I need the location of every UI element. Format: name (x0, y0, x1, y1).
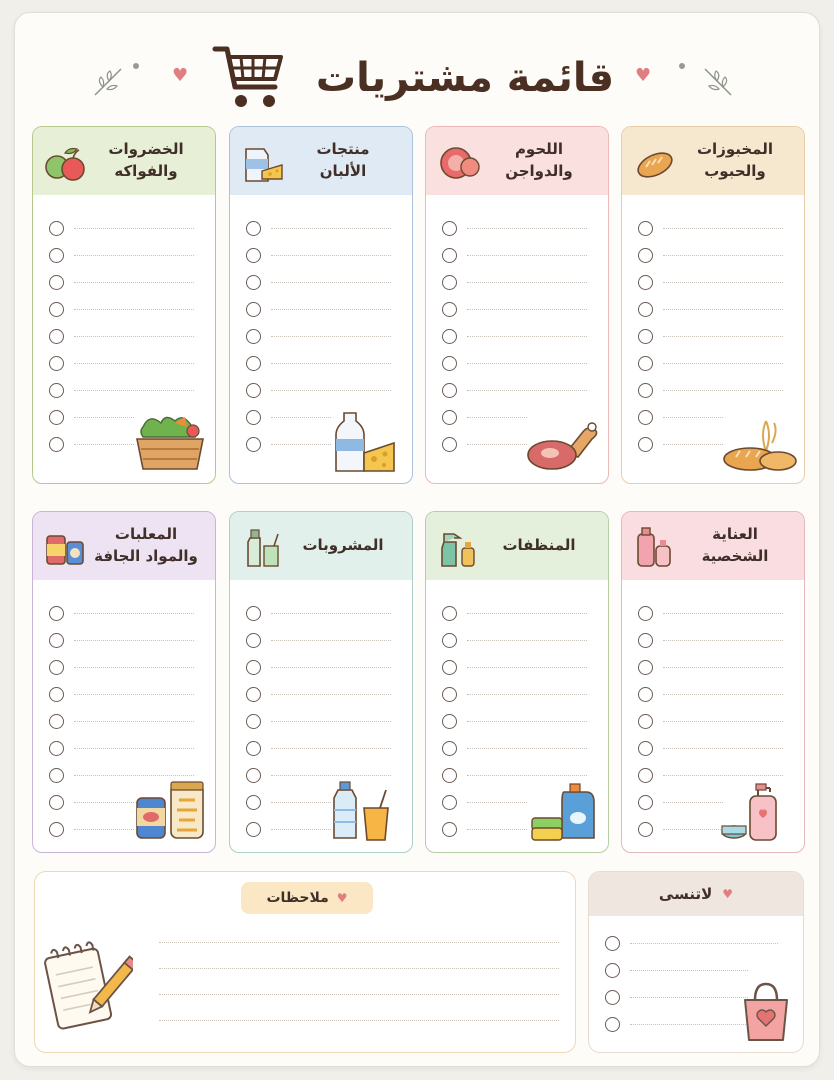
note-line[interactable] (159, 1020, 559, 1021)
checklist-row (638, 269, 804, 296)
checkbox[interactable] (442, 768, 457, 783)
checklist-row (246, 350, 412, 377)
item-line[interactable] (74, 775, 194, 776)
checkbox[interactable] (442, 383, 457, 398)
item-line[interactable] (74, 309, 194, 310)
lotion-bottles-icon (632, 524, 678, 570)
checklist-row (49, 627, 215, 654)
checkbox[interactable] (638, 822, 653, 837)
checkbox[interactable] (246, 275, 261, 290)
item-line[interactable] (663, 363, 783, 364)
note-line[interactable] (159, 968, 559, 969)
checklist-row (49, 323, 215, 350)
category-title: منتجات الألبان (316, 140, 370, 180)
notes-section (34, 871, 576, 1053)
item-line[interactable] (663, 417, 723, 418)
checkbox[interactable] (246, 687, 261, 702)
checkbox[interactable] (442, 410, 457, 425)
item-line[interactable] (467, 829, 527, 830)
checklist-row (49, 735, 215, 762)
item-line[interactable] (271, 390, 391, 391)
checklist-row (246, 296, 412, 323)
checkbox[interactable] (49, 660, 64, 675)
leaf-sprig-icon (91, 65, 125, 99)
checklist-row (638, 350, 804, 377)
checkbox[interactable] (49, 356, 64, 371)
item-line[interactable] (74, 255, 194, 256)
notes-title: ملاحظات (266, 890, 329, 906)
category-header (230, 127, 412, 195)
checkbox[interactable] (442, 248, 457, 263)
checkbox[interactable] (49, 221, 64, 236)
checklist-row (49, 350, 215, 377)
checkbox[interactable] (638, 410, 653, 425)
dot-decoration (679, 63, 685, 69)
item-line[interactable] (467, 255, 587, 256)
checklist-row (638, 627, 804, 654)
checkbox[interactable] (638, 437, 653, 452)
heart-icon: ♥ (336, 891, 348, 905)
checkbox[interactable] (49, 410, 64, 425)
checkbox[interactable] (49, 741, 64, 756)
item-line[interactable] (467, 336, 587, 337)
shopping-list-sheet (14, 12, 820, 1067)
item-line[interactable] (467, 802, 527, 803)
checklist-row (246, 242, 412, 269)
category-card-dairy (229, 126, 413, 484)
checklist-row (442, 708, 608, 735)
category-card-drinks (229, 511, 413, 853)
checkbox[interactable] (638, 383, 653, 398)
item-line[interactable] (74, 829, 134, 830)
pump-bottle-icon (720, 778, 798, 844)
item-line[interactable] (663, 775, 783, 776)
checkbox[interactable] (246, 248, 261, 263)
ham-icon (436, 139, 482, 185)
spray-bottle-icon (436, 524, 482, 570)
checkbox[interactable] (246, 660, 261, 675)
checkbox[interactable] (442, 606, 457, 621)
item-line[interactable] (74, 444, 134, 445)
checkbox[interactable] (605, 963, 620, 978)
checkbox[interactable] (638, 221, 653, 236)
checkbox[interactable] (638, 329, 653, 344)
checkbox[interactable] (246, 356, 261, 371)
item-line[interactable] (663, 444, 723, 445)
checklist-row (49, 654, 215, 681)
cans-icon (43, 524, 89, 570)
item-line[interactable] (663, 748, 783, 749)
item-line[interactable] (663, 721, 783, 722)
checkbox[interactable] (49, 275, 64, 290)
checklist-row (638, 681, 804, 708)
item-line[interactable] (467, 775, 587, 776)
checkbox[interactable] (246, 329, 261, 344)
item-line[interactable] (467, 228, 587, 229)
item-line[interactable] (467, 309, 587, 310)
checklist-row (638, 377, 804, 404)
apple-icon (43, 139, 89, 185)
checklist-row (246, 377, 412, 404)
checkbox[interactable] (442, 687, 457, 702)
item-line[interactable] (663, 309, 783, 310)
item-line[interactable] (663, 613, 783, 614)
item-line[interactable] (271, 336, 391, 337)
category-header (426, 127, 608, 195)
category-title: المخبوزات والحبوب (696, 140, 774, 180)
item-line[interactable] (74, 694, 194, 695)
checklist-row (638, 242, 804, 269)
item-line[interactable] (630, 997, 748, 998)
category-title: اللحوم والدواجن (505, 140, 573, 180)
checkbox[interactable] (49, 437, 64, 452)
checkbox[interactable] (442, 221, 457, 236)
item-line[interactable] (663, 255, 783, 256)
note-line[interactable] (159, 942, 559, 943)
item-line[interactable] (467, 640, 587, 641)
item-line[interactable] (467, 667, 587, 668)
checklist-row (49, 215, 215, 242)
item-line[interactable] (663, 640, 783, 641)
checklist-row (246, 600, 412, 627)
checklist-row (442, 600, 608, 627)
remember-title: لاتنسى (658, 885, 713, 903)
checklist-row (442, 323, 608, 350)
heart-icon: ♥ (722, 887, 734, 901)
checklist-row (49, 269, 215, 296)
checklist-row (246, 735, 412, 762)
category-header (33, 127, 215, 195)
category-header (426, 512, 608, 580)
checklist-row (442, 269, 608, 296)
item-line[interactable] (74, 417, 134, 418)
item-line[interactable] (271, 829, 331, 830)
checklist-row (246, 627, 412, 654)
bread-loaves-icon (720, 409, 798, 475)
checklist-row (442, 681, 608, 708)
header (15, 13, 819, 123)
item-line[interactable] (663, 282, 783, 283)
steak-drumstick-icon (524, 409, 602, 475)
item-line[interactable] (467, 748, 587, 749)
checkbox[interactable] (246, 714, 261, 729)
item-line[interactable] (271, 444, 331, 445)
checkbox[interactable] (638, 275, 653, 290)
checkbox[interactable] (246, 741, 261, 756)
item-line[interactable] (271, 667, 391, 668)
item-line[interactable] (271, 228, 391, 229)
item-line[interactable] (630, 970, 748, 971)
category-header (33, 512, 215, 580)
category-title: الخضروات والفواكه (108, 140, 184, 180)
item-line[interactable] (74, 802, 134, 803)
note-line[interactable] (159, 994, 559, 995)
item-line[interactable] (74, 640, 194, 641)
checkbox[interactable] (605, 990, 620, 1005)
checkbox[interactable] (638, 741, 653, 756)
checkbox[interactable] (246, 633, 261, 648)
category-card-bakery (621, 126, 805, 484)
item-line[interactable] (630, 943, 778, 944)
bread-icon (632, 139, 678, 185)
checkbox[interactable] (49, 606, 64, 621)
checkbox[interactable] (442, 795, 457, 810)
checkbox[interactable] (246, 302, 261, 317)
checklist-row (49, 708, 215, 735)
checkbox[interactable] (638, 302, 653, 317)
checkbox[interactable] (246, 606, 261, 621)
checkbox[interactable] (49, 329, 64, 344)
checkbox[interactable] (638, 356, 653, 371)
checkbox[interactable] (442, 633, 457, 648)
checkbox[interactable] (246, 383, 261, 398)
checklist-row (442, 296, 608, 323)
category-card-canned (32, 511, 216, 853)
item-line[interactable] (467, 390, 587, 391)
item-line[interactable] (663, 667, 783, 668)
checklist-row (442, 350, 608, 377)
checkbox[interactable] (49, 248, 64, 263)
dot-decoration (133, 63, 139, 69)
checkbox[interactable] (442, 714, 457, 729)
item-line[interactable] (74, 667, 194, 668)
checklist-row (246, 269, 412, 296)
item-line[interactable] (271, 417, 331, 418)
item-line[interactable] (467, 613, 587, 614)
item-line[interactable] (271, 694, 391, 695)
checklist-row (605, 930, 803, 957)
category-card-cleaning (425, 511, 609, 853)
checklist-row (638, 296, 804, 323)
item-line[interactable] (271, 748, 391, 749)
checkbox[interactable] (49, 795, 64, 810)
category-card-meat (425, 126, 609, 484)
checklist-row (638, 735, 804, 762)
checkbox[interactable] (638, 687, 653, 702)
checklist-row (442, 654, 608, 681)
category-header (622, 512, 804, 580)
checklist-row (638, 654, 804, 681)
checkbox[interactable] (638, 606, 653, 621)
checkbox[interactable] (442, 329, 457, 344)
item-line[interactable] (74, 613, 194, 614)
item-line[interactable] (663, 829, 723, 830)
item-line[interactable] (74, 282, 194, 283)
category-title: المشروبات (302, 536, 384, 555)
checkbox[interactable] (442, 822, 457, 837)
item-line[interactable] (663, 228, 783, 229)
checkbox[interactable] (638, 795, 653, 810)
milk-cheese-icon (240, 139, 286, 185)
item-line[interactable] (467, 417, 527, 418)
page-title: قائمة مشتريات (315, 55, 615, 101)
checklist-row (638, 708, 804, 735)
category-header (230, 512, 412, 580)
checkbox[interactable] (49, 302, 64, 317)
can-jar-icon (131, 778, 209, 844)
checklist-row (638, 323, 804, 350)
item-line[interactable] (271, 721, 391, 722)
checklist-row (246, 215, 412, 242)
checkbox[interactable] (638, 660, 653, 675)
checklist-row (246, 654, 412, 681)
item-line[interactable] (74, 228, 194, 229)
checkbox[interactable] (246, 768, 261, 783)
item-line[interactable] (271, 613, 391, 614)
checkbox[interactable] (49, 714, 64, 729)
checklist-row (246, 323, 412, 350)
item-line[interactable] (74, 748, 194, 749)
checkbox[interactable] (442, 275, 457, 290)
checkbox[interactable] (605, 1017, 620, 1032)
milk-bottle-cheese-icon (328, 409, 406, 475)
checkbox[interactable] (246, 795, 261, 810)
checkbox[interactable] (49, 383, 64, 398)
checkbox[interactable] (442, 302, 457, 317)
checklist-row (49, 681, 215, 708)
remember-section (588, 871, 804, 1053)
water-juice-icon (328, 778, 406, 844)
item-line[interactable] (467, 363, 587, 364)
item-line[interactable] (271, 255, 391, 256)
category-header (622, 127, 804, 195)
checklist-row (49, 296, 215, 323)
category-card-personal-care (621, 511, 805, 853)
checklist-row (442, 735, 608, 762)
checkbox[interactable] (49, 822, 64, 837)
checkbox[interactable] (442, 356, 457, 371)
checkbox[interactable] (49, 633, 64, 648)
item-line[interactable] (271, 282, 391, 283)
heart-icon: ♥ (635, 65, 652, 86)
checkbox[interactable] (605, 936, 620, 951)
checkbox[interactable] (246, 437, 261, 452)
checklist-row (49, 600, 215, 627)
drink-bottle-icon (240, 524, 286, 570)
checkbox[interactable] (442, 437, 457, 452)
checkbox[interactable] (49, 687, 64, 702)
item-line[interactable] (74, 390, 194, 391)
item-line[interactable] (271, 640, 391, 641)
item-line[interactable] (467, 282, 587, 283)
detergent-sponge-icon (524, 778, 602, 844)
item-line[interactable] (467, 721, 587, 722)
item-line[interactable] (271, 775, 391, 776)
item-line[interactable] (74, 363, 194, 364)
checklist-row (442, 377, 608, 404)
item-line[interactable] (663, 336, 783, 337)
category-card-produce (32, 126, 216, 484)
checklist-row (49, 377, 215, 404)
checklist-row (442, 627, 608, 654)
checklist-row (246, 681, 412, 708)
checklist-row (442, 215, 608, 242)
notepad-pencil-icon (41, 938, 133, 1034)
checkbox[interactable] (442, 660, 457, 675)
checklist-row (638, 600, 804, 627)
item-line[interactable] (467, 694, 587, 695)
item-line[interactable] (74, 336, 194, 337)
category-title: المعلبات والمواد الجافة (94, 525, 198, 565)
shopping-bag-icon (739, 980, 793, 1044)
vegetable-basket-icon (131, 409, 209, 475)
item-line[interactable] (663, 802, 723, 803)
notes-header (241, 882, 373, 914)
checkbox[interactable] (638, 714, 653, 729)
checklist-row (246, 708, 412, 735)
item-line[interactable] (467, 444, 527, 445)
item-line[interactable] (271, 363, 391, 364)
checklist-row (638, 215, 804, 242)
checkbox[interactable] (638, 248, 653, 263)
remember-header (589, 872, 803, 916)
heart-icon: ♥ (172, 65, 189, 86)
item-line[interactable] (630, 1024, 748, 1025)
shopping-cart-icon (211, 41, 287, 113)
item-line[interactable] (663, 694, 783, 695)
checkbox[interactable] (246, 410, 261, 425)
leaf-sprig-icon (701, 65, 735, 99)
category-title: العناية الشخصية (701, 525, 769, 565)
item-line[interactable] (74, 721, 194, 722)
category-title: المنظفات (502, 536, 576, 555)
checklist-row (442, 242, 608, 269)
item-line[interactable] (271, 802, 331, 803)
item-line[interactable] (271, 309, 391, 310)
checkbox[interactable] (49, 768, 64, 783)
checkbox[interactable] (638, 768, 653, 783)
checkbox[interactable] (246, 221, 261, 236)
checkbox[interactable] (442, 741, 457, 756)
item-line[interactable] (663, 390, 783, 391)
checkbox[interactable] (246, 822, 261, 837)
checkbox[interactable] (638, 633, 653, 648)
checklist-row (49, 242, 215, 269)
